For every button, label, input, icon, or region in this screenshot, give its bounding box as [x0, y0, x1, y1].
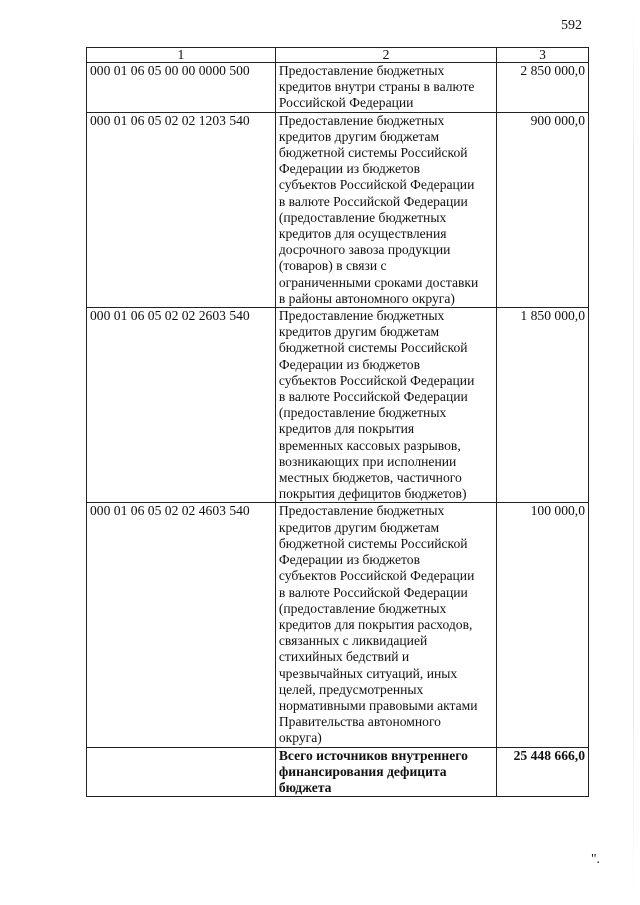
description-line: субъектов Российской Федерации [278, 372, 475, 388]
amount: 900 000,0 [497, 112, 589, 307]
header-col-1: 1 [87, 48, 276, 63]
description-line: кредитов другим бюджетам [278, 519, 440, 535]
amount: 25 448 666,0 [497, 747, 589, 797]
description-line: в районы автономного округа) [278, 290, 455, 306]
table-header-row [87, 48, 589, 63]
description-line: возникающих при исполнении [278, 453, 457, 469]
amount: 1 850 000,0 [497, 308, 589, 503]
description-line: Предоставление бюджетных [278, 503, 445, 519]
description [275, 747, 496, 797]
description-line: временных кассовых разрывов, [278, 437, 461, 453]
budget-sources-table [86, 47, 589, 797]
description-line: бюджета [278, 779, 332, 795]
description-line: кредитов для покрытия [278, 421, 415, 437]
description-line: в валюте Российской Федерации [278, 389, 468, 405]
table-row [87, 112, 589, 307]
description-line: кредитов для осуществления [278, 226, 447, 242]
description-line: субъектов Российской Федерации [278, 177, 475, 193]
table-body [87, 48, 589, 797]
description-line: чрезвычайных ситуаций, иных [278, 665, 458, 681]
budget-code: 000 01 06 05 02 02 4603 540 [87, 503, 276, 747]
budget-code: 000 01 06 05 02 02 1203 540 [87, 112, 276, 307]
header-col-3: 3 [497, 48, 589, 63]
total-row [87, 747, 589, 797]
description-line: кредитов внутри страны в валюте [278, 79, 475, 95]
description-line: (предоставление бюджетных [278, 600, 447, 616]
description-line: бюджетной системы Российской [278, 145, 468, 161]
description-line: Федерации из бюджетов [278, 356, 421, 372]
description-line: стихийных бедствий и [278, 649, 410, 665]
description-line: субъектов Российской Федерации [278, 568, 475, 584]
table-row [87, 308, 589, 503]
description [275, 112, 496, 307]
amount: 2 850 000,0 [497, 63, 589, 113]
description-line: местных бюджетов, частичного [278, 470, 462, 486]
description-line: кредитов для покрытия расходов, [278, 616, 473, 632]
description-line: досрочного завоза продукции [278, 242, 451, 258]
description-line: Правительства автономного [278, 714, 441, 730]
description [275, 503, 496, 747]
description-line: Федерации из бюджетов [278, 552, 421, 568]
page-number: 592 [561, 18, 582, 33]
description-line: в валюте Российской Федерации [278, 193, 468, 209]
description-line: ограниченными сроками доставки [278, 274, 479, 290]
description-line: финансирования дефицита [278, 763, 447, 779]
budget-code: 000 01 06 05 02 02 2603 540 [87, 308, 276, 503]
description-line: Федерации из бюджетов [278, 161, 421, 177]
description-line: Предоставление бюджетных [278, 308, 445, 324]
description-line: кредитов другим бюджетам [278, 324, 440, 340]
description-line: (товаров) в связи с [278, 258, 387, 274]
description-line: Российской Федерации [278, 95, 414, 111]
description-line: Предоставление бюджетных [278, 112, 445, 128]
description-line: Предоставление бюджетных [278, 63, 445, 78]
budget-code: 000 01 06 05 00 00 0000 500 [87, 63, 276, 113]
closing-quote: ". [591, 851, 600, 866]
description-line: кредитов другим бюджетам [278, 128, 440, 144]
amount: 100 000,0 [497, 503, 589, 747]
description-line: Всего источников внутреннего [278, 747, 468, 763]
table-row [87, 503, 589, 747]
description [275, 308, 496, 503]
description-line: в валюте Российской Федерации [278, 584, 468, 600]
description-line: бюджетной системы Российской [278, 340, 468, 356]
description-line: связанных с ликвидацией [278, 633, 428, 649]
budget-code [87, 747, 276, 797]
description [275, 63, 496, 113]
header-col-2: 2 [275, 48, 496, 63]
scan-edge [633, 0, 634, 905]
table-row [87, 63, 589, 113]
description-line: нормативными правовыми актами [278, 697, 478, 713]
description-line: покрытия дефицитов бюджетов) [278, 486, 467, 502]
description-line: (предоставление бюджетных [278, 405, 447, 421]
description-line: округа) [278, 730, 322, 746]
description-line: целей, предусмотренных [278, 681, 424, 697]
description-line: (предоставление бюджетных [278, 209, 447, 225]
description-line: бюджетной системы Российской [278, 535, 468, 551]
